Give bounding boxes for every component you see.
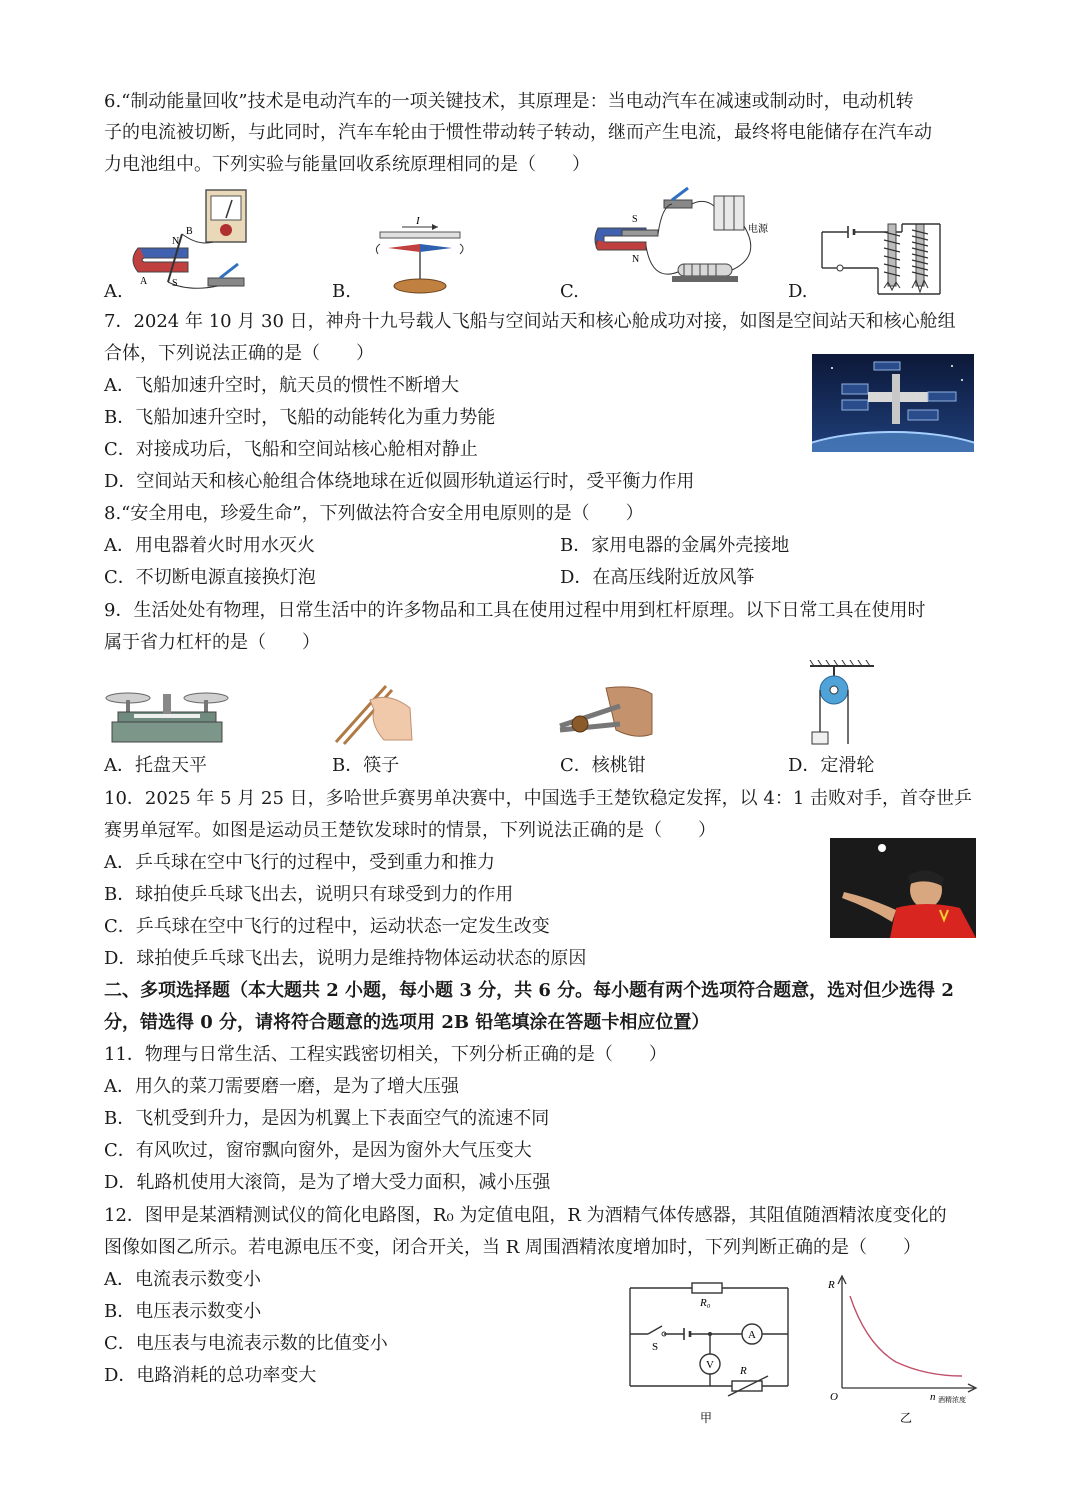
q11-option-d: D．轧路机使用大滚筒，是为了增大受力面积，减小压强 [104,1172,551,1193]
label-power: 电源 [748,224,768,235]
label-s: S [172,278,178,289]
label-r: R [828,1279,835,1291]
q6-figure-c [592,186,778,298]
q9-line2: 属于省力杠杆的是（ ） [104,632,320,653]
q10-line2: 赛男单冠军。如图是运动员王楚钦发球时的情景，下列说法正确的是（ ） [104,820,716,841]
stand-icon [394,279,446,293]
nutcracker-photo [556,684,656,746]
q8-option-d: D．在高压线附近放风筝 [560,567,755,588]
q12-line1: 12．图甲是某酒精测试仪的简化电路图，R₀ 为定值电阻，R 为酒精气体传感器，其阻值随酒精浓度变化的 [104,1205,947,1226]
switch-icon [837,265,843,271]
q7-option-a: A．飞船加速升空时，航天员的惯性不断增大 [104,375,459,396]
fixed-pulley-figure [806,660,878,746]
q9-option-a: A．托盘天平 [104,755,207,776]
q9-line1: 9．生活处处有物理，日常生活中的许多物品和工具在使用过程中用到杠杆原理。以下日常工具在使用时 [104,600,926,621]
q7-line1: 7．2024 年 10 月 30 日，神舟十九号载人飞船与空间站天和核心舱成功对接，如图是空间站天和核心舱组 [104,311,956,332]
label-n: n [930,1391,936,1403]
label-concentration: 酒精浓度 [938,1396,966,1404]
battery-icon [714,196,744,230]
q6-option-c: C. [560,281,579,302]
q10-option-c: C．乒乓球在空中飞行的过程中，运动状态一定发生改变 [104,916,550,937]
label-a: A [748,1329,756,1341]
space-station-photo [812,354,974,452]
circuit-diagram-jia [618,1278,798,1428]
q6-line1: 6.“制动能量回收”技术是电动汽车的一项关键技术，其原理是：当电动汽车在减速或制动时，电动机转 [104,91,914,112]
rheostat-icon [678,264,732,276]
label-origin: O [830,1391,838,1403]
q10-option-d: D．球拍使乒乓球飞出去，说明力是维持物体运动状态的原因 [104,948,587,969]
q9-option-b: B．筷子 [332,755,400,776]
q11-option-c: C．有风吹过，窗帘飘向窗外，是因为窗外大气压变大 [104,1140,532,1161]
label-b: B [186,226,193,237]
label-n: N [172,236,180,247]
section2-line1: 二、多项选择题（本大题共 2 小题，每小题 3 分，共 6 分。每小题有两个选项符合题意，选对但少选得 2 [104,980,954,1001]
q6-option-d: D. [788,281,808,302]
q6-figure-d [818,218,948,298]
q10-line1: 10．2025 年 5 月 25 日，多哈世乒赛男单决赛中，中国选手王楚钦稳定发挥，以 4：1 击败对手，首夺世乒 [104,788,973,809]
q7-option-b: B．飞船加速升空时，飞船的动能转化为重力势能 [104,407,496,428]
q8-line1: 8.“安全用电，珍爱生命”，下列做法符合安全用电原则的是（ ） [104,503,644,524]
table-tennis-photo [830,838,976,938]
label-s: S [632,214,638,225]
q6-figure-a [128,186,278,298]
q6-option-b: B. [332,281,351,302]
q10-option-a: A．乒乓球在空中飞行的过程中，受到重力和推力 [104,852,495,873]
switch-icon [664,200,692,208]
q12-option-a: A．电流表示数变小 [104,1269,261,1290]
label-r0: R₀ [700,1297,711,1309]
q7-line2: 合体，下列说法正确的是（ ） [104,343,374,364]
graph-yi [822,1272,982,1428]
label-r: R [740,1365,747,1377]
wire-icon [380,232,460,238]
section2-line2: 分，错选得 0 分，请将符合题意的选项用 2B 铅笔填涂在答题卡相应位置） [104,1012,710,1033]
switch-icon [648,1326,662,1334]
q7-option-d: D．空间站天和核心舱组合体绕地球在近似圆形轨道运行时，受平衡力作用 [104,471,695,492]
q11-option-b: B．飞机受到升力，是因为机翼上下表面空气的流速不同 [104,1108,550,1129]
compass-needle-icon [388,244,420,252]
q6-figure-b [372,214,468,298]
q12-line2: 图像如图乙所示。若电源电压不变，闭合开关，当 R 周围酒精浓度增加时，下列判断正确的是（ ） [104,1237,921,1258]
caption-jia: 甲 [700,1411,713,1425]
q12-option-d: D．电路消耗的总功率变大 [104,1365,317,1386]
label-n: N [632,254,640,265]
chopsticks-photo [330,680,414,750]
q11-option-a: A．用久的菜刀需要磨一磨，是为了增大压强 [104,1076,459,1097]
q6-line2: 子的电流被切断，与此同时，汽车车轮由于惯性带动转子转动，继而产生电流，最终将电能储存在汽车动 [104,122,932,143]
label-i: I [416,215,420,227]
q10-option-b: B．球拍使乒乓球飞出去，说明只有球受到力的作用 [104,884,514,905]
q12-option-c: C．电压表与电流表示数的比值变小 [104,1333,388,1354]
q9-option-c: C．核桃钳 [560,755,646,776]
resistance-curve [850,1296,962,1376]
weight-icon [812,732,828,744]
label-s: S [652,1341,659,1353]
q6-option-a: A. [104,281,123,302]
q8-option-b: B．家用电器的金属外壳接地 [560,535,790,556]
label-a: A [140,276,148,287]
ball-icon [878,844,886,852]
q11-line1: 11．物理与日常生活、工程实践密切相关，下列分析正确的是（ ） [104,1044,667,1065]
q8-option-a: A．用电器着火时用水灭火 [104,535,315,556]
q9-option-d: D．定滑轮 [788,755,875,776]
q8-option-c: C．不切断电源直接换灯泡 [104,567,316,588]
resistor-r0-icon [692,1283,722,1293]
label-v: V [706,1359,714,1371]
q7-option-c: C．对接成功后，飞船和空间站核心舱相对静止 [104,439,478,460]
balance-scale-photo [104,684,230,746]
q12-option-b: B．电压表示数变小 [104,1301,262,1322]
caption-yi: 乙 [900,1411,913,1425]
q6-line3: 力电池组中。下列实验与能量回收系统原理相同的是（ ） [104,154,590,175]
